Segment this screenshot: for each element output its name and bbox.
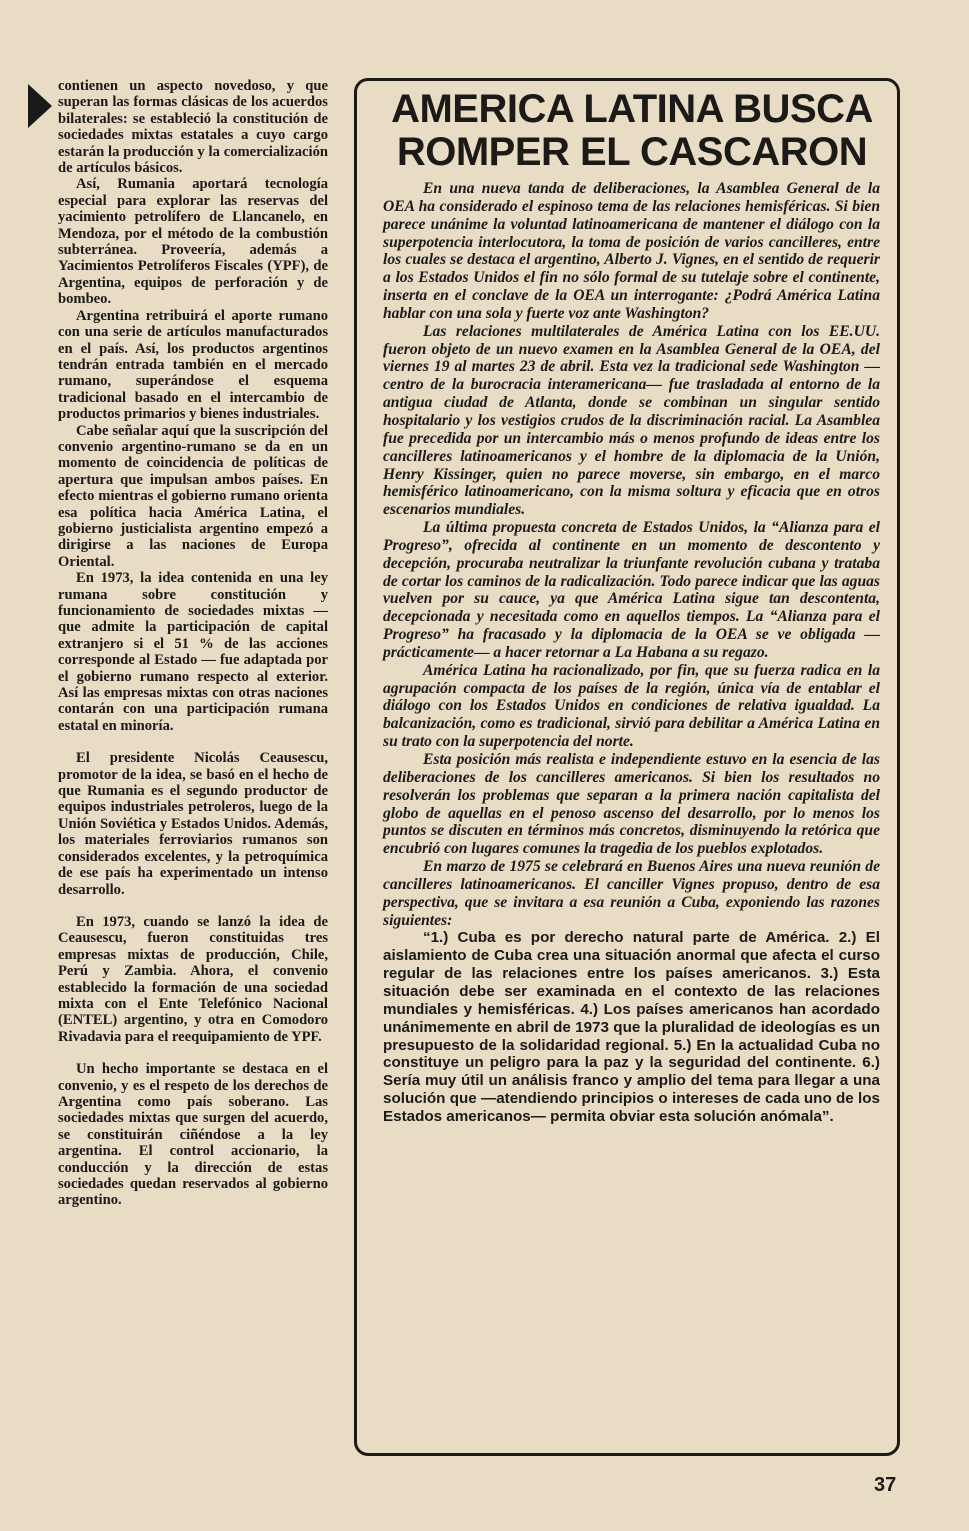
article-headline: AMERICA LATINA BUSCA ROMPER EL CASCARON <box>391 87 873 174</box>
left-paragraph: Argentina retribuirá el aporte rumano con una serie de artículos manufacturados en el país. Así, los productos argentinos tendrán entrada también en el mercado rumano, superándose el esquema tradicional basado en el intercambio de productos primarios y bienes industriales. <box>58 307 328 423</box>
article-paragraph: La última propuesta concreta de Estados Unidos, la “Alianza para el Progreso”, ofrecida al continente en un momento de descontento y decepción, procuraba neutralizar la triunfante revolución cubana y trataba de cortar los caminos de la radicalización. Todo parece indicar que las aguas vuelven por su cauce, ya que América Latina sigue tan descontenta, decepcionada y necesitada como en aquellos tiempos. La “Alianza para el Progreso” ha fracasado y la diplomacia de la OEA se ve obligada —prácticamente— a hacer retornar a La Habana a su regazo. <box>383 519 880 661</box>
article-paragraph: En marzo de 1975 se celebrará en Buenos Aires una nueva reunión de cancilleres latinoamericanos. El canciller Vignes propuso, dentro de esa perspectiva, que se invitara a esa reunión a Cuba, exponiendo las razones siguientes: <box>383 858 880 929</box>
page-number: 37 <box>874 1474 897 1496</box>
left-paragraph: Un hecho importante se destaca en el convenio, y es el respeto de los derechos de Argentina como país soberano. Las sociedades mixtas que surgen del acuerdo, se constituirán ciñéndose a la ley argentina. El control accionario, la conducción y la dirección de estas sociedades quedan reservados al gobierno argentino. <box>58 1061 328 1209</box>
continuation-arrow-icon <box>28 84 52 128</box>
left-paragraph: Así, Rumania aportará tecnología especial para explorar las reservas del yacimiento petrolífero de Llancanelo, en Mendoza, por el método de la combustión subterránea. Proveería, además a Yacimientos Petrolíferos Fiscales (YPF), de Argentina, equipos de perforación y de bombeo. <box>58 176 328 308</box>
article-paragraph: América Latina ha racionalizado, por fin, que su fuerza radica en la agrupación compacta de los países de la región, única vía de entablar el diálogo con los Estados Unidos en condiciones de relativa igualdad. La balcanización, como es tradicional, sirvió para debilitar a América Latina en su trato con la superpotencia del norte. <box>383 661 880 751</box>
left-paragraph: En 1973, cuando se lanzó la idea de Ceausescu, fueron constituidas tres empresas mixtas de producción, Chile, Perú y Zambia. Ahora, el convenio establecido la formación de una sociedad mixta con el Ente Telefónico Nacional (ENTEL) argentino, y otra en Comodoro Rivadavia para el reequipamiento de YPF. <box>58 913 328 1045</box>
left-paragraph: En 1973, la idea contenida en una ley rumana sobre constitución y funcionamiento de sociedades mixtas —que admite la participación de capital extranjero si el 51 % de las acciones corresponde al Estado — fue adaptada por el gobierno rumano respecto al exterior. Así las empresas mixtas con otras naciones contarán con una participación rumana estatal en minoría. <box>58 570 328 734</box>
article-paragraph: En una nueva tanda de deliberaciones, la Asamblea General de la OEA ha considerado el espinoso tema de las relaciones hemisféricas. Si bien parece unánime la voluntad latinoamericana de mantener el diálogo con la superpotencia interlocutora, la toma de posición de varios cancilleres, entre los cuales se destaca el argentino, Alberto J. Vignes, en el sentido de requerir a los Estados Unidos el fin no sólo formal de su tutelaje sobre el continente, inserta en el conclave de la OEA un interrogante: ¿Podrá América Latina hablar con una sola y fuerte voz ante Washington? <box>383 180 880 322</box>
left-paragraph: El presidente Nicolás Ceausescu, promotor de la idea, se basó en el hecho de que Rumania es el segundo productor de equipos industriales petroleros, luego de la Unión Soviética y Estados Unidos. Además, los materiales ferroviarios rumanos son considerados excelentes, y la petroquímica de ese país ha experimentado un intenso desarrollo. <box>58 750 328 898</box>
article-body <box>383 180 880 1126</box>
left-paragraph: Cabe señalar aquí que la suscripción del convenio argentino-rumano se da en un momento de coincidencia de políticas de apertura que impulsan ambos países. En efecto mientras el gobierno rumano orienta esa política hacia América Latina, el gobierno justicialista argentino empezó a dirigirse a las naciones de Europa Oriental. <box>58 422 328 570</box>
left-paragraph: contienen un aspecto novedoso, y que superan las formas clásicas de los acuerdos bilaterales: se estableció la constitución de sociedades mixtas estatales a cuyo cargo estarán la producción y la comercialización de artículos básicos. <box>58 78 328 177</box>
left-column <box>58 78 328 1209</box>
article-quote: “1.) Cuba es por derecho natural parte de América. 2.) El aislamiento de Cuba crea una situación anormal que afecta el curso regular de las relaciones entre los países americanos. 3.) Esta situación debe ser examinada en el contexto de las relaciones mundiales y hemisféricas. 4.) Los países americanos han acordado unánimemente en abril de 1973 que la pluralidad de ideologías es un presupuesto de la solidaridad regional. 5.) En la actualidad Cuba no constituye un peligro para la paz y la seguridad del continente. 6.) Sería muy útil un análisis franco y amplio del tema para llegar a una solución que —atendiendo principios o intereses de cada uno de los Estados americanos— permita obviar esta solución anómala”. <box>383 929 880 1125</box>
article-paragraph: Las relaciones multilaterales de América Latina con los EE.UU. fueron objeto de un nuevo examen en la Asamblea General de la OEA, del viernes 19 al martes 23 de abril. Esta vez la tradicional sede Washington —centro de la burocracia interamericana— fue trasladada al entorno de la antigua ciudad de Atlanta, donde se combinan un singular sentido hospitalario y los vestigios crudos de la discriminación racial. La Asamblea fue precedida por un intercambio más o menos profundo de ideas entre los cancilleres latinoamericanos y el hombre de la diplomacia de la Unión, Henry Kissinger, quien no parece moverse, sin embargo, en el marco hemisférico latinoamericano, con la misma soltura y eficacia que en otros escenarios mundiales. <box>383 322 880 519</box>
article-paragraph: Esta posición más realista e independiente estuvo en la esencia de las deliberaciones de los cancilleres americanos. Si bien los resultados no resolverán los problemas que separan a la primera nación capitalista del globo de aquellas en el penoso ascenso del desarrollo, por lo menos los puntos se discuten en términos más concretos, disminuyendo la retórica que encubrió con lugares comunes la tragedia de los pueblos explotados. <box>383 751 880 858</box>
